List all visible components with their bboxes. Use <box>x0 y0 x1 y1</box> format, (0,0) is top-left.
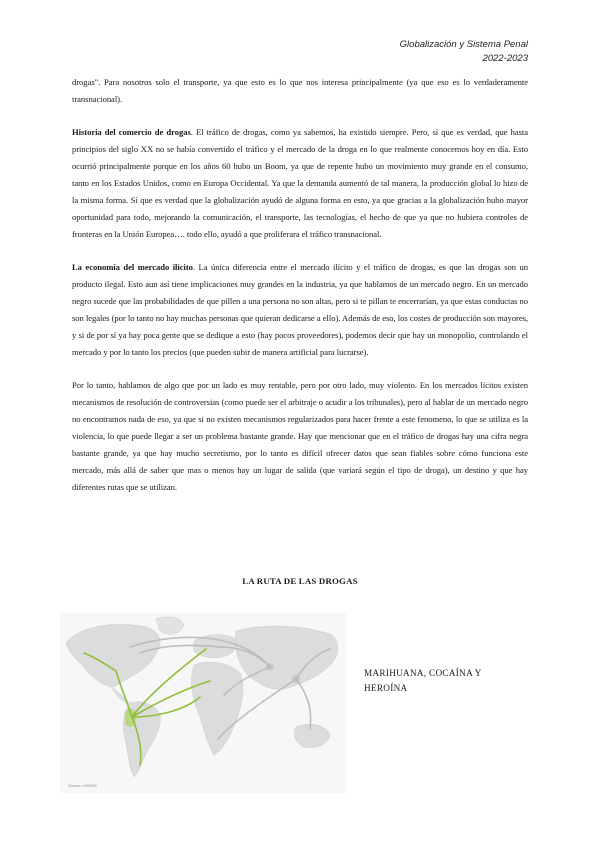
paragraph-continuation: drogas". Para nosotros solo el transporte, ya que esto es lo que nos interesa principalmente (ya que eso es lo verdaderamente transnacional). <box>72 77 528 104</box>
paragraph-violence: Por lo tanto, hablamos de algo que por un lado es muy rentable, pero por otro lado, muy violento. En los mercados lícitos existen mecanismos de resolución de controversias (como puede ser el arbitraje o acudir a los tribunales), pero al hablar de un mercado negro no encontramos nada de eso, ya que si no existen mecanismos regularizados para hacer frente a este fenomeno, lo que se utiliza es la violencia, lo que puede llegar a ser un problema bastante grande. Hay que mencionar que en el tráfico de drogas hay una cifra negra bastante grande, ya que hay mucho secretismo, por lo tanto es difícil ofrecer datos que sean fiables sobre cómo funciona este mercado, más allá de saber que mas o menos hay un lugar de salida (que variará según el tipo de droga), un destino y que hay diferentes rutas que se utilizan. <box>72 380 528 492</box>
map-source: Source: UNODC <box>68 783 98 788</box>
header-year: 2022-2023 <box>482 53 528 64</box>
history-heading: Historia del comercio de drogas <box>72 127 191 137</box>
map-caption: MARIHUANA, COCAÍNA Y HEROÍNA <box>364 668 482 693</box>
drug-routes-map <box>60 613 346 793</box>
page-header <box>400 38 528 66</box>
document-body <box>72 74 528 496</box>
world-map-graphic <box>60 613 346 793</box>
history-body: . El tráfico de drogas, como ya sabemos, ha existido siempre. Pero, sí que es verdad, que hasta principios del siglo XX no se había convertido el tráfico y el mercado de la droga en lo que realmente conocemos hoy en día. Esto ocurrió principalmente porque en los años 60 hubo un Boom, ya que de repente hubo un movimiento muy grande en el consumo, tanto en los Estados Unidos, como en Europa Occidental. Ya que la demanda aumentó de tal manera, la producción global lo hizo de la misma forma. Sí que es verdad que la globalización ayudó de alguna forma en esto, ya que gracias a la globalización hubo mayor oportunidad para todo, mejorando la comunicación, el transporte, las tecnologías, el hecho de que ya que no hubiera controles de fronteras en la Unión Europea…. todo ello, ayudó a que proliferara el tráfico transnacional. <box>72 127 528 239</box>
section-title: LA RUTA DE LAS DROGAS <box>242 576 358 586</box>
illicit-market-body: . La única diferencia entre el mercado ilícito y el tráfico de drogas, es que las drogas son un producto ilegal. Esto aun así tiene implicaciones muy grandes en la industria, ya que hablamos de un mercado negro. En un mercado negro sucede que las probabilidades de que pillen a una persona no son altas, pero si te pillan te encerrarían, ya que estas conductas no son legales (por lo tanto no hay muchas personas que quieran dedicarse a ello). Además de eso, los costes de producción son mayores, y si de por sí ya hay poca gente que se dedique a esto (hay pocos proveedores), podemos decir que hay un monopolio, controlando el mercado y por lo tanto los precios (que pueden subir de manera artificial para lucrarse). <box>72 262 528 357</box>
paragraph-illicit-market <box>72 259 528 361</box>
paragraph-history <box>72 124 528 243</box>
header-title: Globalización y Sistema Penal <box>399 39 528 50</box>
illicit-market-heading: La economía del mercado ilícito <box>72 262 193 272</box>
